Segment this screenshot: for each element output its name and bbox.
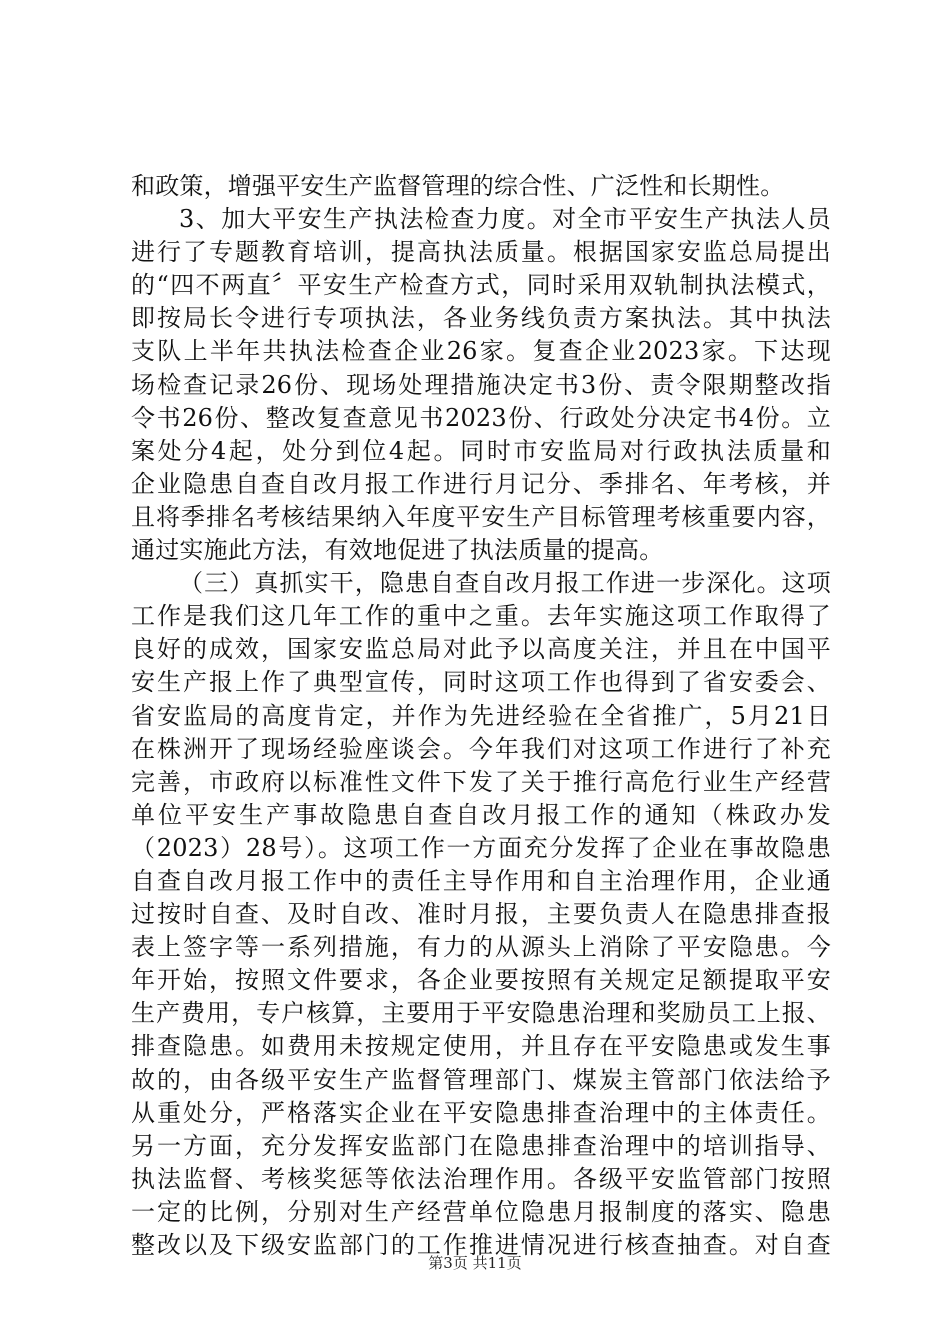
- text-line: 在株洲开了现场经验座谈会。今年我们对这项工作进行了补充: [131, 734, 831, 763]
- text-line: 年开始，按照文件要求，各企业要按照有关规定足额提取平安: [131, 966, 831, 995]
- text-line: 进行了专题教育培训，提高执法质量。根据国家安监总局提出: [131, 238, 831, 267]
- text-line: 安生产报上作了典型宣传，同时这项工作也得到了省安委会、: [131, 668, 831, 697]
- text-line: 另一方面，充分发挥安监部门在隐患排查治理中的培训指导、: [131, 1131, 831, 1160]
- text-line: 通过实施此方法，有效地促进了执法质量的提高。: [131, 536, 664, 565]
- text-line: （三）真抓实干，隐患自查自改月报工作进一步深化。这项: [179, 569, 831, 598]
- page-number-footer: 第3页 共11页: [428, 1254, 522, 1272]
- text-line: 令书26份、整改复查意见书2023份、行政处分决定书4份。立: [131, 403, 831, 432]
- text-line: 单位平安生产事故隐患自查自改月报工作的通知（株政办发: [131, 800, 831, 829]
- body-text: [131, 170, 831, 1262]
- text-line: 的“四不两直〞平安生产检查方式，同时采用双轨制执法模式，: [131, 271, 831, 300]
- text-line: 支队上半年共执法检查企业26家。复查企业2023家。下达现: [131, 337, 831, 366]
- text-line: 工作是我们这几年工作的重中之重。去年实施这项工作取得了: [131, 602, 831, 631]
- text-line: 排查隐患。如费用未按规定使用，并且存在平安隐患或发生事: [131, 1032, 831, 1061]
- text-line: 和政策，增强平安生产监督管理的综合性、广泛性和长期性。: [131, 172, 785, 200]
- text-line: 良好的成效，国家安监总局对此予以高度关注，并且在中国平: [131, 635, 831, 664]
- text-line: （2023）28号）。这项工作一方面充分发挥了企业在事故隐患: [131, 833, 831, 862]
- text-line: 一定的比例，分别对生产经营单位隐患月报制度的落实、隐患: [131, 1197, 831, 1226]
- text-line: 生产费用，专户核算，主要用于平安隐患治理和奖励员工上报、: [131, 999, 831, 1028]
- text-line: 3、加大平安生产执法检查力度。对全市平安生产执法人员: [179, 205, 831, 234]
- text-line: 执法监督、考核奖惩等依法治理作用。各级平安监管部门按照: [131, 1164, 831, 1193]
- text-line: 即按局长令进行专项执法，各业务线负责方案执法。其中执法: [131, 304, 831, 333]
- text-line: 过按时自查、及时自改、准时月报，主要负责人在隐患排查报: [131, 900, 831, 929]
- text-line: 案处分4起，处分到位4起。同时市安监局对行政执法质量和: [131, 436, 831, 465]
- text-line: 省安监局的高度肯定，并作为先进经验在全省推广，5月21日: [131, 701, 831, 730]
- text-line: 故的，由各级平安生产监督管理部门、煤炭主管部门依法给予: [131, 1065, 831, 1094]
- text-line: 从重处分，严格落实企业在平安隐患排查治理中的主体责任。: [131, 1098, 831, 1127]
- text-line: 自查自改月报工作中的责任主导作用和自主治理作用，企业通: [131, 866, 831, 895]
- text-line: 且将季排名考核结果纳入年度平安生产目标管理考核重要内容，: [131, 502, 831, 531]
- text-line: 完善，市政府以标准性文件下发了关于推行高危行业生产经营: [131, 767, 831, 796]
- text-line: 场检查记录26份、现场处理措施决定书3份、责令限期整改指: [131, 370, 831, 399]
- text-line: 企业隐患自查自改月报工作进行月记分、季排名、年考核，并: [131, 469, 831, 498]
- text-line: 整改以及下级安监部门的工作推进情况进行核查抽查。对自查: [131, 1231, 831, 1259]
- text-line: 表上签字等一系列措施，有力的从源头上消除了平安隐患。今: [131, 933, 831, 962]
